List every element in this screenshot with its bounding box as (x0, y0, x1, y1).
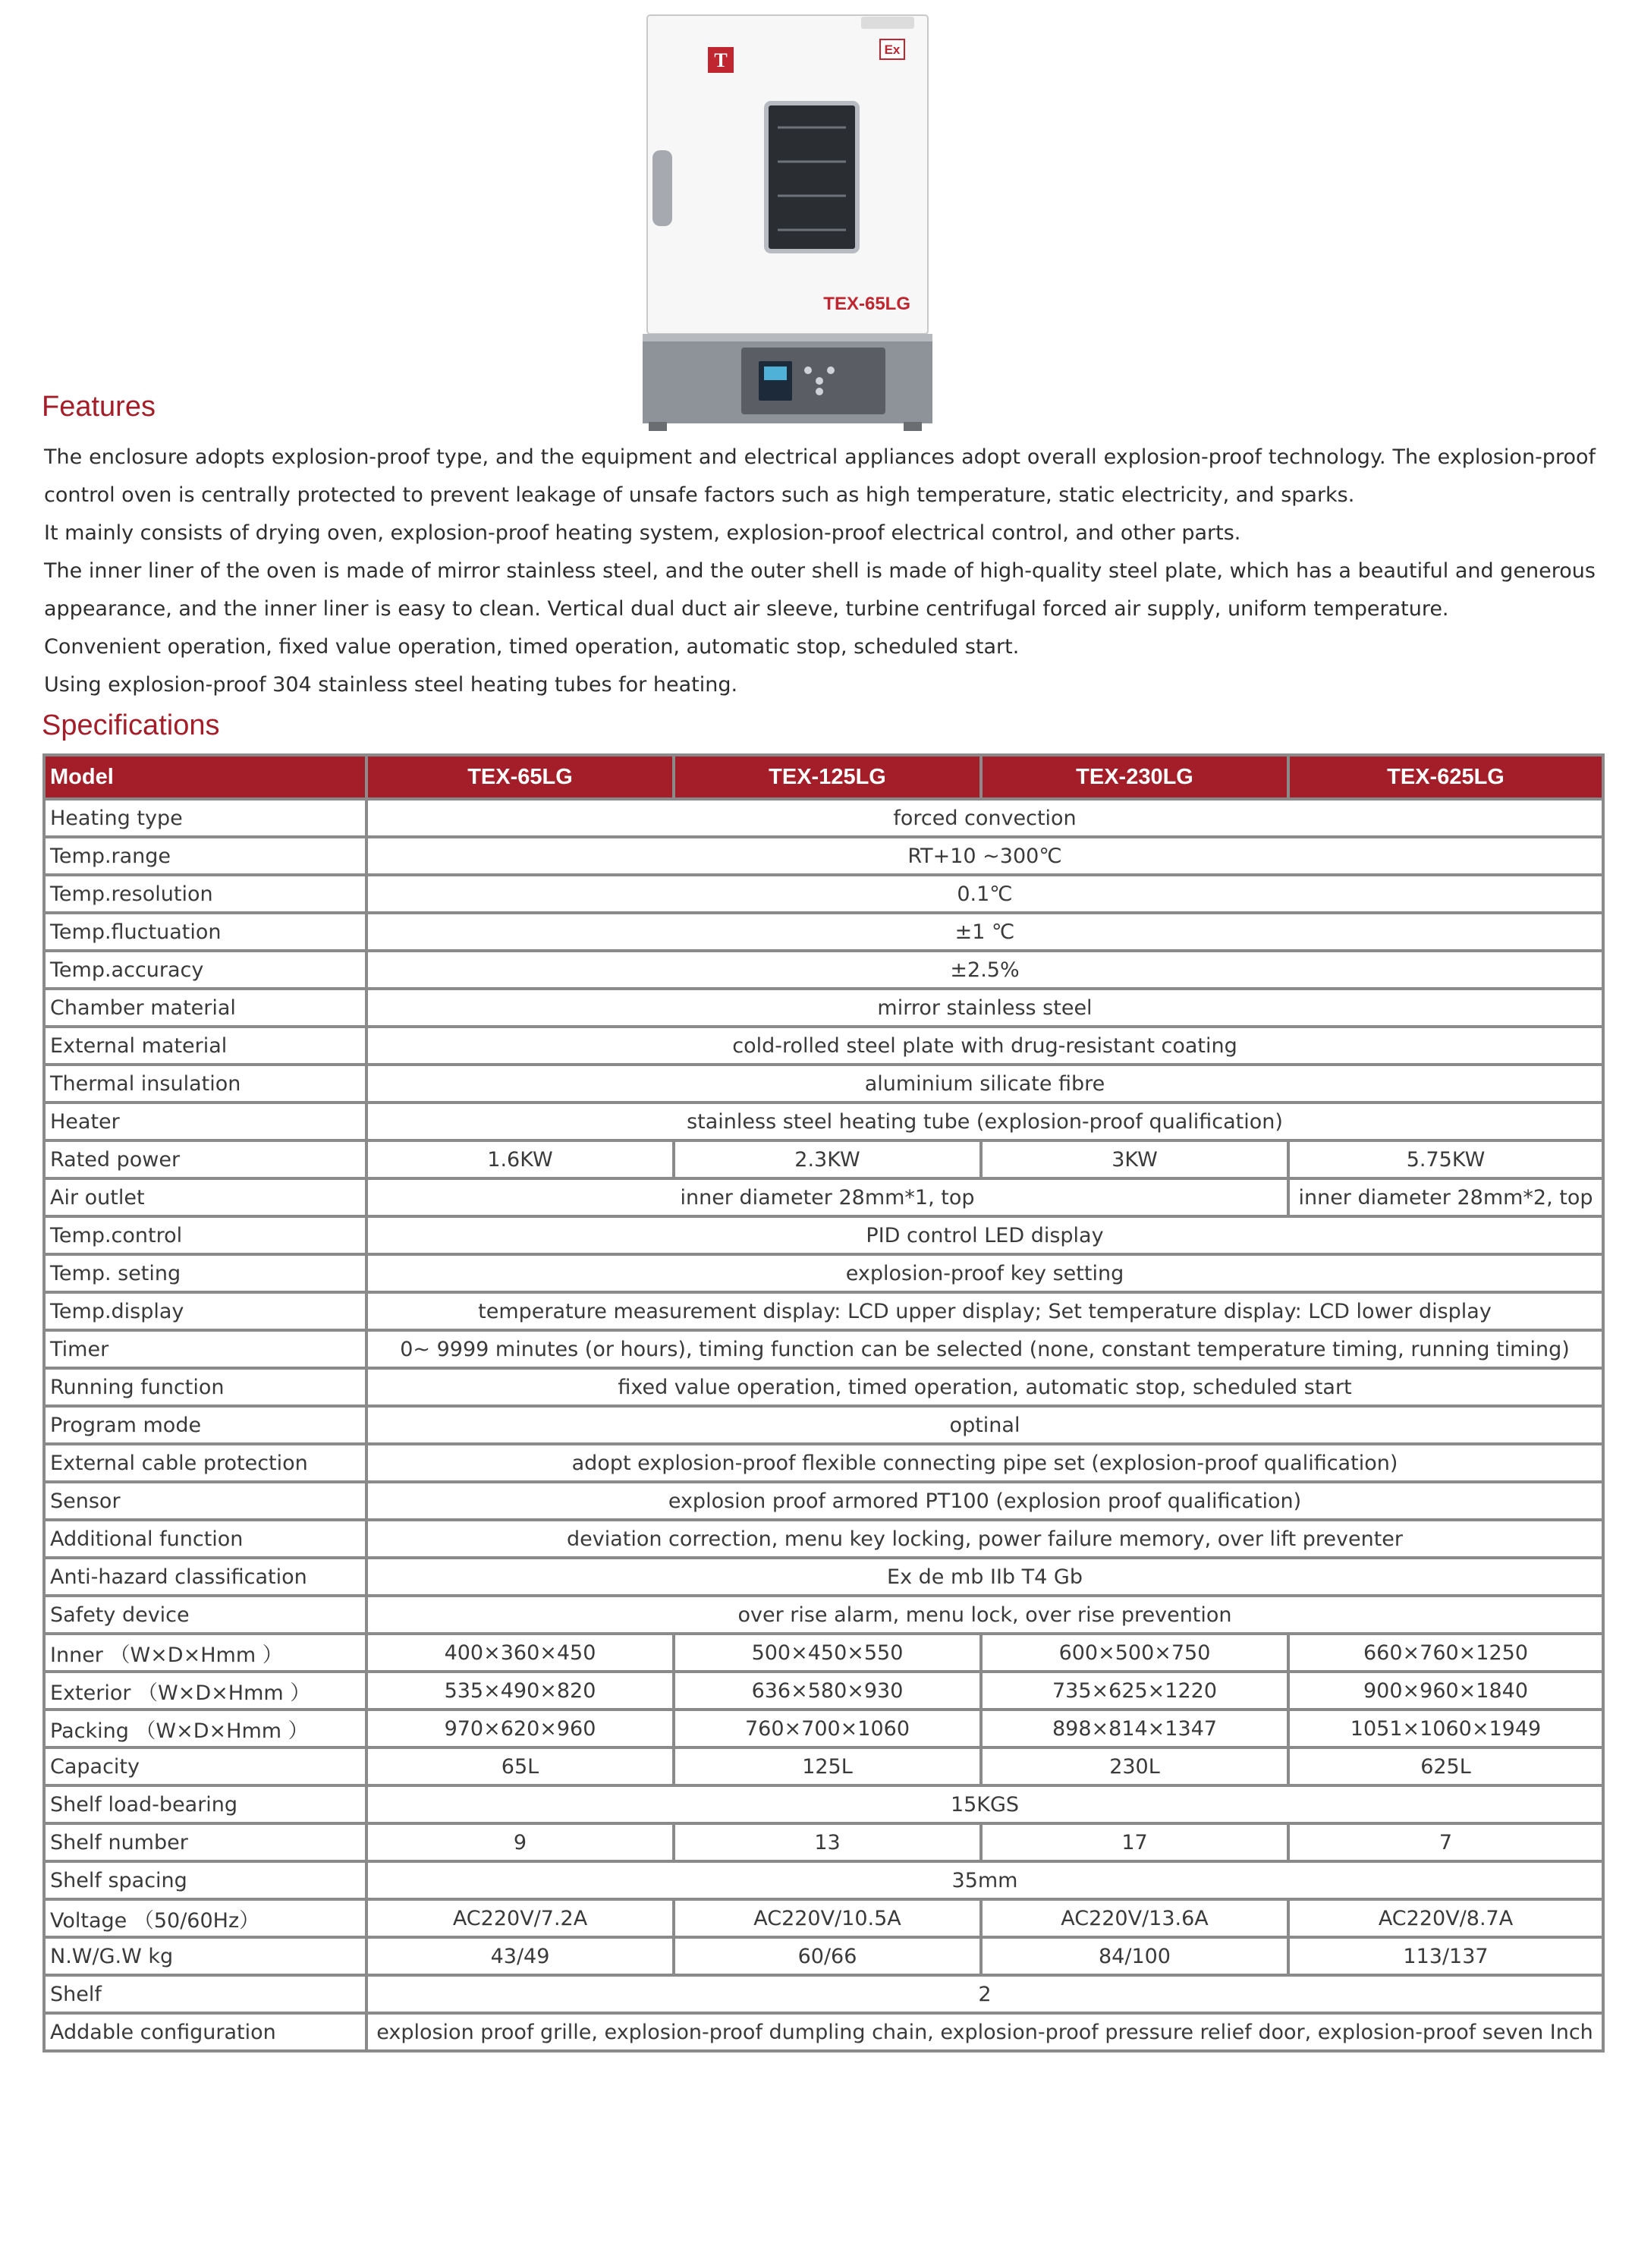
feature-paragraph: The enclosure adopts explosion-proof type, and the equipment and electrical appliances adopt overall explosion-proof technology. The explosion-proof control oven is centrally protected to prevent leakage of unsafe factors such as high temperature, static electricity, and sparks. (44, 445, 1596, 507)
spec-value: 735×625×1220 (981, 1672, 1288, 1710)
table-row (44, 1899, 1603, 1937)
spec-value: 900×960×1840 (1288, 1672, 1603, 1710)
feature-paragraph: It mainly consists of drying oven, explosion-proof heating system, explosion-proof electrical control, and other parts. (44, 521, 1241, 545)
spec-value: 9 (366, 1823, 674, 1861)
spec-label: Shelf load-bearing (44, 1785, 366, 1823)
spec-value: RT+10 ~300℃ (366, 837, 1603, 875)
table-row (44, 1975, 1603, 2013)
table-row (44, 1178, 1603, 1216)
header-cell-tex-625lg: TEX-625LG (1288, 755, 1603, 799)
spec-value: aluminium silicate fibre (366, 1065, 1603, 1103)
table-row (44, 1482, 1603, 1520)
table-row (44, 837, 1603, 875)
spec-value: cold-rolled steel plate with drug-resistant coating (366, 1027, 1603, 1065)
header-cell-tex-125lg: TEX-125LG (674, 755, 981, 799)
spec-label: Temp.range (44, 837, 366, 875)
spec-label: Addable configuration (44, 2013, 366, 2051)
table-row (44, 1596, 1603, 1634)
spec-value: over rise alarm, menu lock, over rise prevention (366, 1596, 1603, 1634)
table-row (44, 1330, 1603, 1368)
spec-label: Rated power (44, 1140, 366, 1178)
spec-label: Temp.fluctuation (44, 913, 366, 951)
table-row (44, 1292, 1603, 1330)
spec-value: 0.1℃ (366, 875, 1603, 913)
spec-value: 625L (1288, 1747, 1603, 1785)
spec-label: Exterior （W×D×Hmm ） (44, 1672, 366, 1710)
table-row (44, 1634, 1603, 1672)
spec-label: Shelf spacing (44, 1861, 366, 1899)
feature-paragraph: Using explosion-proof 304 stainless steel heating tubes for heating. (44, 673, 738, 697)
spec-value: 65L (366, 1747, 674, 1785)
spec-label: Sensor (44, 1482, 366, 1520)
features-text (44, 439, 1596, 704)
spec-label: Shelf number (44, 1823, 366, 1861)
table-row (44, 1672, 1603, 1710)
spec-value: deviation correction, menu key locking, power failure memory, over lift preventer (366, 1520, 1603, 1558)
spec-value: stainless steel heating tube (explosion-proof qualification) (366, 1103, 1603, 1140)
table-row (44, 2013, 1603, 2051)
product-image (634, 14, 937, 435)
spec-label: Air outlet (44, 1178, 366, 1216)
header-cell-model: Model (44, 755, 366, 799)
spec-value: 60/66 (674, 1937, 981, 1975)
table-row (44, 1216, 1603, 1254)
spec-value: 17 (981, 1823, 1288, 1861)
spec-value: adopt explosion-proof flexible connecting pipe set (explosion-proof qualification) (366, 1444, 1603, 1482)
table-row (44, 1444, 1603, 1482)
table-row (44, 1785, 1603, 1823)
spec-label: Heating type (44, 799, 366, 837)
table-row (44, 989, 1603, 1027)
spec-value: 125L (674, 1747, 981, 1785)
spec-label: External material (44, 1027, 366, 1065)
header-cell-tex-65lg: TEX-65LG (366, 755, 674, 799)
spec-value: 0~ 9999 minutes (or hours), timing function can be selected (none, constant temperature timing, running timing) (366, 1330, 1603, 1368)
feature-paragraph: The inner liner of the oven is made of mirror stainless steel, and the outer shell is made of high-quality steel plate, which has a beautiful and generous appearance, and the inner liner is easy to clean. Vertical dual duct air sleeve, turbine centrifugal forced air supply, uniform temperature. (44, 559, 1596, 621)
spec-value: explosion proof armored PT100 (explosion proof qualification) (366, 1482, 1603, 1520)
spec-value: 3KW (981, 1140, 1288, 1178)
spec-value: explosion-proof key setting (366, 1254, 1603, 1292)
spec-value: 230L (981, 1747, 1288, 1785)
table-row (44, 1558, 1603, 1596)
table-row (44, 1254, 1603, 1292)
ex-certification-mark: Ex (884, 42, 901, 57)
table-row (44, 1937, 1603, 1975)
spec-label: Temp.control (44, 1216, 366, 1254)
spec-label: Timer (44, 1330, 366, 1368)
table-row (44, 913, 1603, 951)
spec-label: Thermal insulation (44, 1065, 366, 1103)
spec-value: 2.3KW (674, 1140, 981, 1178)
spec-value: ±2.5% (366, 951, 1603, 989)
spec-label: Capacity (44, 1747, 366, 1785)
table-row (44, 951, 1603, 989)
spec-label: External cable protection (44, 1444, 366, 1482)
table-row (44, 875, 1603, 913)
spec-label: Heater (44, 1103, 366, 1140)
spec-label: Inner （W×D×Hmm ） (44, 1634, 366, 1672)
spec-value: 500×450×550 (674, 1634, 981, 1672)
table-row (44, 1103, 1603, 1140)
spec-value: 970×620×960 (366, 1710, 674, 1747)
header-cell-tex-230lg: TEX-230LG (981, 755, 1288, 799)
brand-logo: T (714, 49, 728, 71)
spec-label: Voltage （50/60Hz） (44, 1899, 366, 1937)
features-heading: Features (42, 391, 156, 423)
spec-value: 760×700×1060 (674, 1710, 981, 1747)
spec-value: 636×580×930 (674, 1672, 981, 1710)
table-row (44, 1065, 1603, 1103)
table-row (44, 1406, 1603, 1444)
spec-value: 898×814×1347 (981, 1710, 1288, 1747)
spec-value: forced convection (366, 799, 1603, 837)
spec-value: fixed value operation, timed operation, automatic stop, scheduled start (366, 1368, 1603, 1406)
spec-value: ±1 ℃ (366, 913, 1603, 951)
spec-value: inner diameter 28mm*1, top (366, 1178, 1288, 1216)
spec-label: Running function (44, 1368, 366, 1406)
spec-value: PID control LED display (366, 1216, 1603, 1254)
table-row (44, 1747, 1603, 1785)
spec-value: 400×360×450 (366, 1634, 674, 1672)
spec-value: AC220V/8.7A (1288, 1899, 1603, 1937)
spec-label: Safety device (44, 1596, 366, 1634)
spec-value: inner diameter 28mm*2, top (1288, 1178, 1603, 1216)
table-row (44, 1861, 1603, 1899)
spec-value: 35mm (366, 1861, 1603, 1899)
specifications-table (42, 753, 1605, 2053)
spec-value: 1051×1060×1949 (1288, 1710, 1603, 1747)
spec-value: AC220V/7.2A (366, 1899, 674, 1937)
spec-label: Temp.resolution (44, 875, 366, 913)
spec-label: Chamber material (44, 989, 366, 1027)
spec-value: 535×490×820 (366, 1672, 674, 1710)
spec-value: 1.6KW (366, 1140, 674, 1178)
spec-label: Packing （W×D×Hmm ） (44, 1710, 366, 1747)
spec-value: 600×500×750 (981, 1634, 1288, 1672)
model-label: TEX-65LG (823, 294, 910, 314)
specifications-heading: Specifications (42, 709, 220, 741)
table-row (44, 1823, 1603, 1861)
spec-value: 660×760×1250 (1288, 1634, 1603, 1672)
table-row (44, 1140, 1603, 1178)
feature-paragraph: Convenient operation, fixed value operation, timed operation, automatic stop, scheduled start. (44, 635, 1020, 659)
spec-value: 7 (1288, 1823, 1603, 1861)
spec-label: Program mode (44, 1406, 366, 1444)
spec-value: 2 (366, 1975, 1603, 2013)
table-row (44, 1710, 1603, 1747)
spec-value: 84/100 (981, 1937, 1288, 1975)
spec-value: 13 (674, 1823, 981, 1861)
spec-label: Shelf (44, 1975, 366, 2013)
spec-label: Temp. seting (44, 1254, 366, 1292)
table-row (44, 799, 1603, 837)
spec-label: Anti-hazard classification (44, 1558, 366, 1596)
spec-label: Temp.accuracy (44, 951, 366, 989)
table-row (44, 1520, 1603, 1558)
spec-value: mirror stainless steel (366, 989, 1603, 1027)
spec-label: Additional function (44, 1520, 366, 1558)
spec-value: AC220V/10.5A (674, 1899, 981, 1937)
spec-value: temperature measurement display: LCD upper display; Set temperature display: LCD lower display (366, 1292, 1603, 1330)
spec-value: 113/137 (1288, 1937, 1603, 1975)
table-row (44, 1368, 1603, 1406)
spec-value: 43/49 (366, 1937, 674, 1975)
spec-value: Ex de mb IIb T4 Gb (366, 1558, 1603, 1596)
table-row (44, 1027, 1603, 1065)
spec-value: explosion proof grille, explosion-proof dumpling chain, explosion-proof pressure relief door, explosion-proof seven Inch (366, 2013, 1603, 2051)
spec-label: N.W/G.W kg (44, 1937, 366, 1975)
spec-label: Temp.display (44, 1292, 366, 1330)
table-header-row (44, 755, 1603, 799)
spec-value: 5.75KW (1288, 1140, 1603, 1178)
spec-value: 15KGS (366, 1785, 1603, 1823)
spec-value: optinal (366, 1406, 1603, 1444)
spec-value: AC220V/13.6A (981, 1899, 1288, 1937)
specifications-body (44, 799, 1603, 2051)
